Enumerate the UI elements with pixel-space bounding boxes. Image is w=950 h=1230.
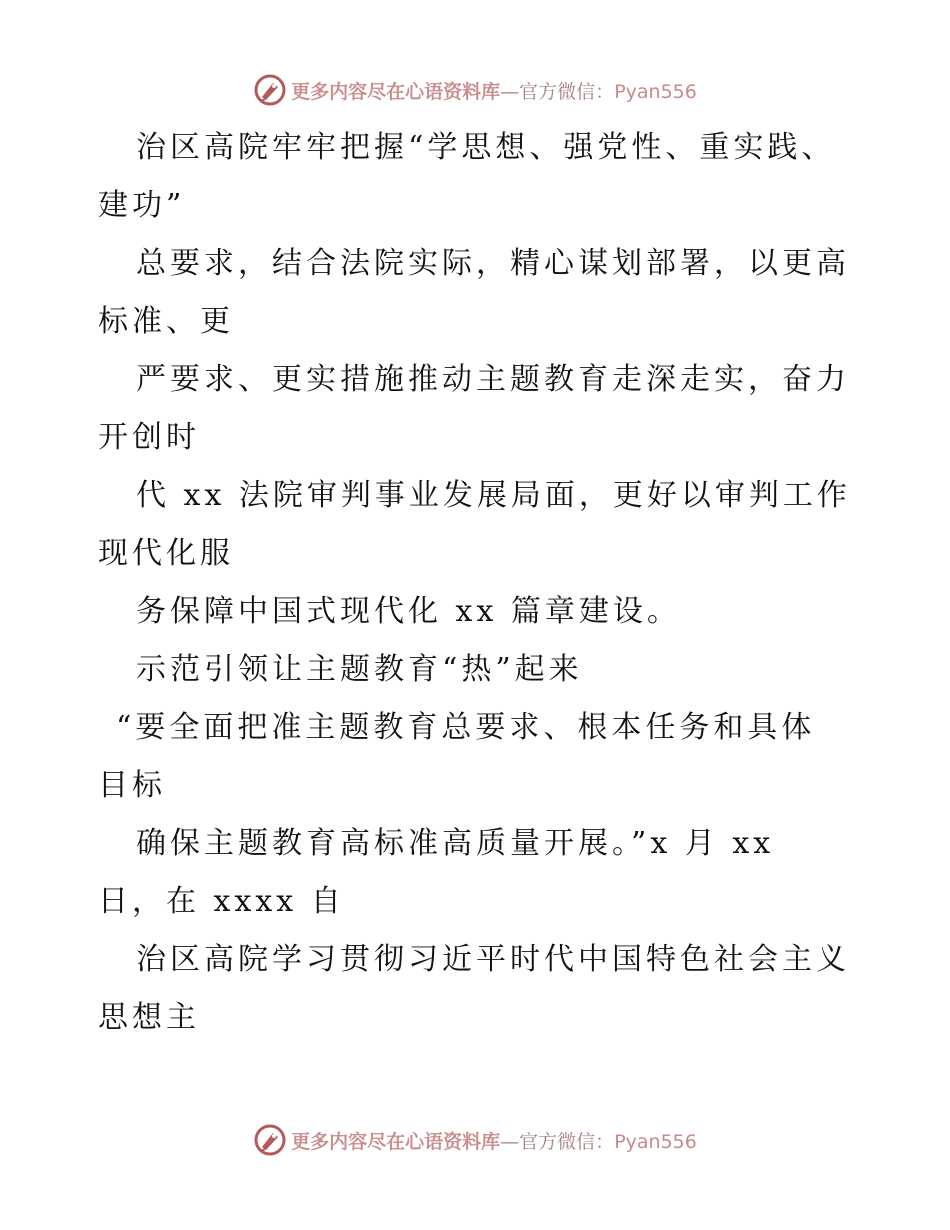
text-line: “要全面把准主题教育总要求、根本任务和具体 (116, 710, 816, 745)
banner-text (291, 77, 697, 104)
banner-text (291, 1127, 697, 1154)
text-line: 标准、更 (98, 304, 234, 339)
banner-wechat-id: Pyan556 (614, 1130, 697, 1153)
text-line: 总要求，结合法院实际，精心谋划部署，以更高 (136, 246, 850, 281)
text-line: 代 xx 法院审判事业发展局面，更好以审判工作 (136, 478, 851, 513)
text-line: 开创时 (98, 420, 200, 455)
banner-wechat-label: —官方微信： (500, 1130, 615, 1153)
banner-wechat-id: Pyan556 (614, 80, 697, 103)
text-line: 示范引领让主题教育“热”起来 (136, 652, 583, 687)
banner-title: 更多内容尽在心语资料库 (291, 80, 501, 103)
pen-nib-logo-icon (253, 73, 287, 107)
text-line: 严要求、更实措施推动主题教育走深走实，奋力 (136, 362, 850, 397)
text-line: 现代化服 (98, 536, 234, 571)
text-line: 思想主 (98, 1000, 200, 1035)
banner-wechat-label: —官方微信： (500, 80, 615, 103)
text-line: 日，在 xxxx 自 (98, 884, 345, 919)
text-line: 目标 (98, 768, 166, 803)
text-line: 治区高院牢牢把握“学思想、强党性、重实践、 (136, 130, 836, 165)
text-line: 治区高院学习贯彻习近平时代中国特色社会主义 (136, 942, 850, 977)
text-line: 建功” (98, 188, 186, 223)
header-watermark-banner (0, 70, 950, 110)
text-line: 确保主题教育高标准高质量开展。”x 月 xx (136, 826, 775, 861)
text-line: 务保障中国式现代化 xx 篇章建设。 (136, 594, 681, 629)
banner-title: 更多内容尽在心语资料库 (291, 1130, 501, 1153)
footer-watermark-banner (0, 1120, 950, 1160)
pen-nib-logo-icon (253, 1123, 287, 1157)
